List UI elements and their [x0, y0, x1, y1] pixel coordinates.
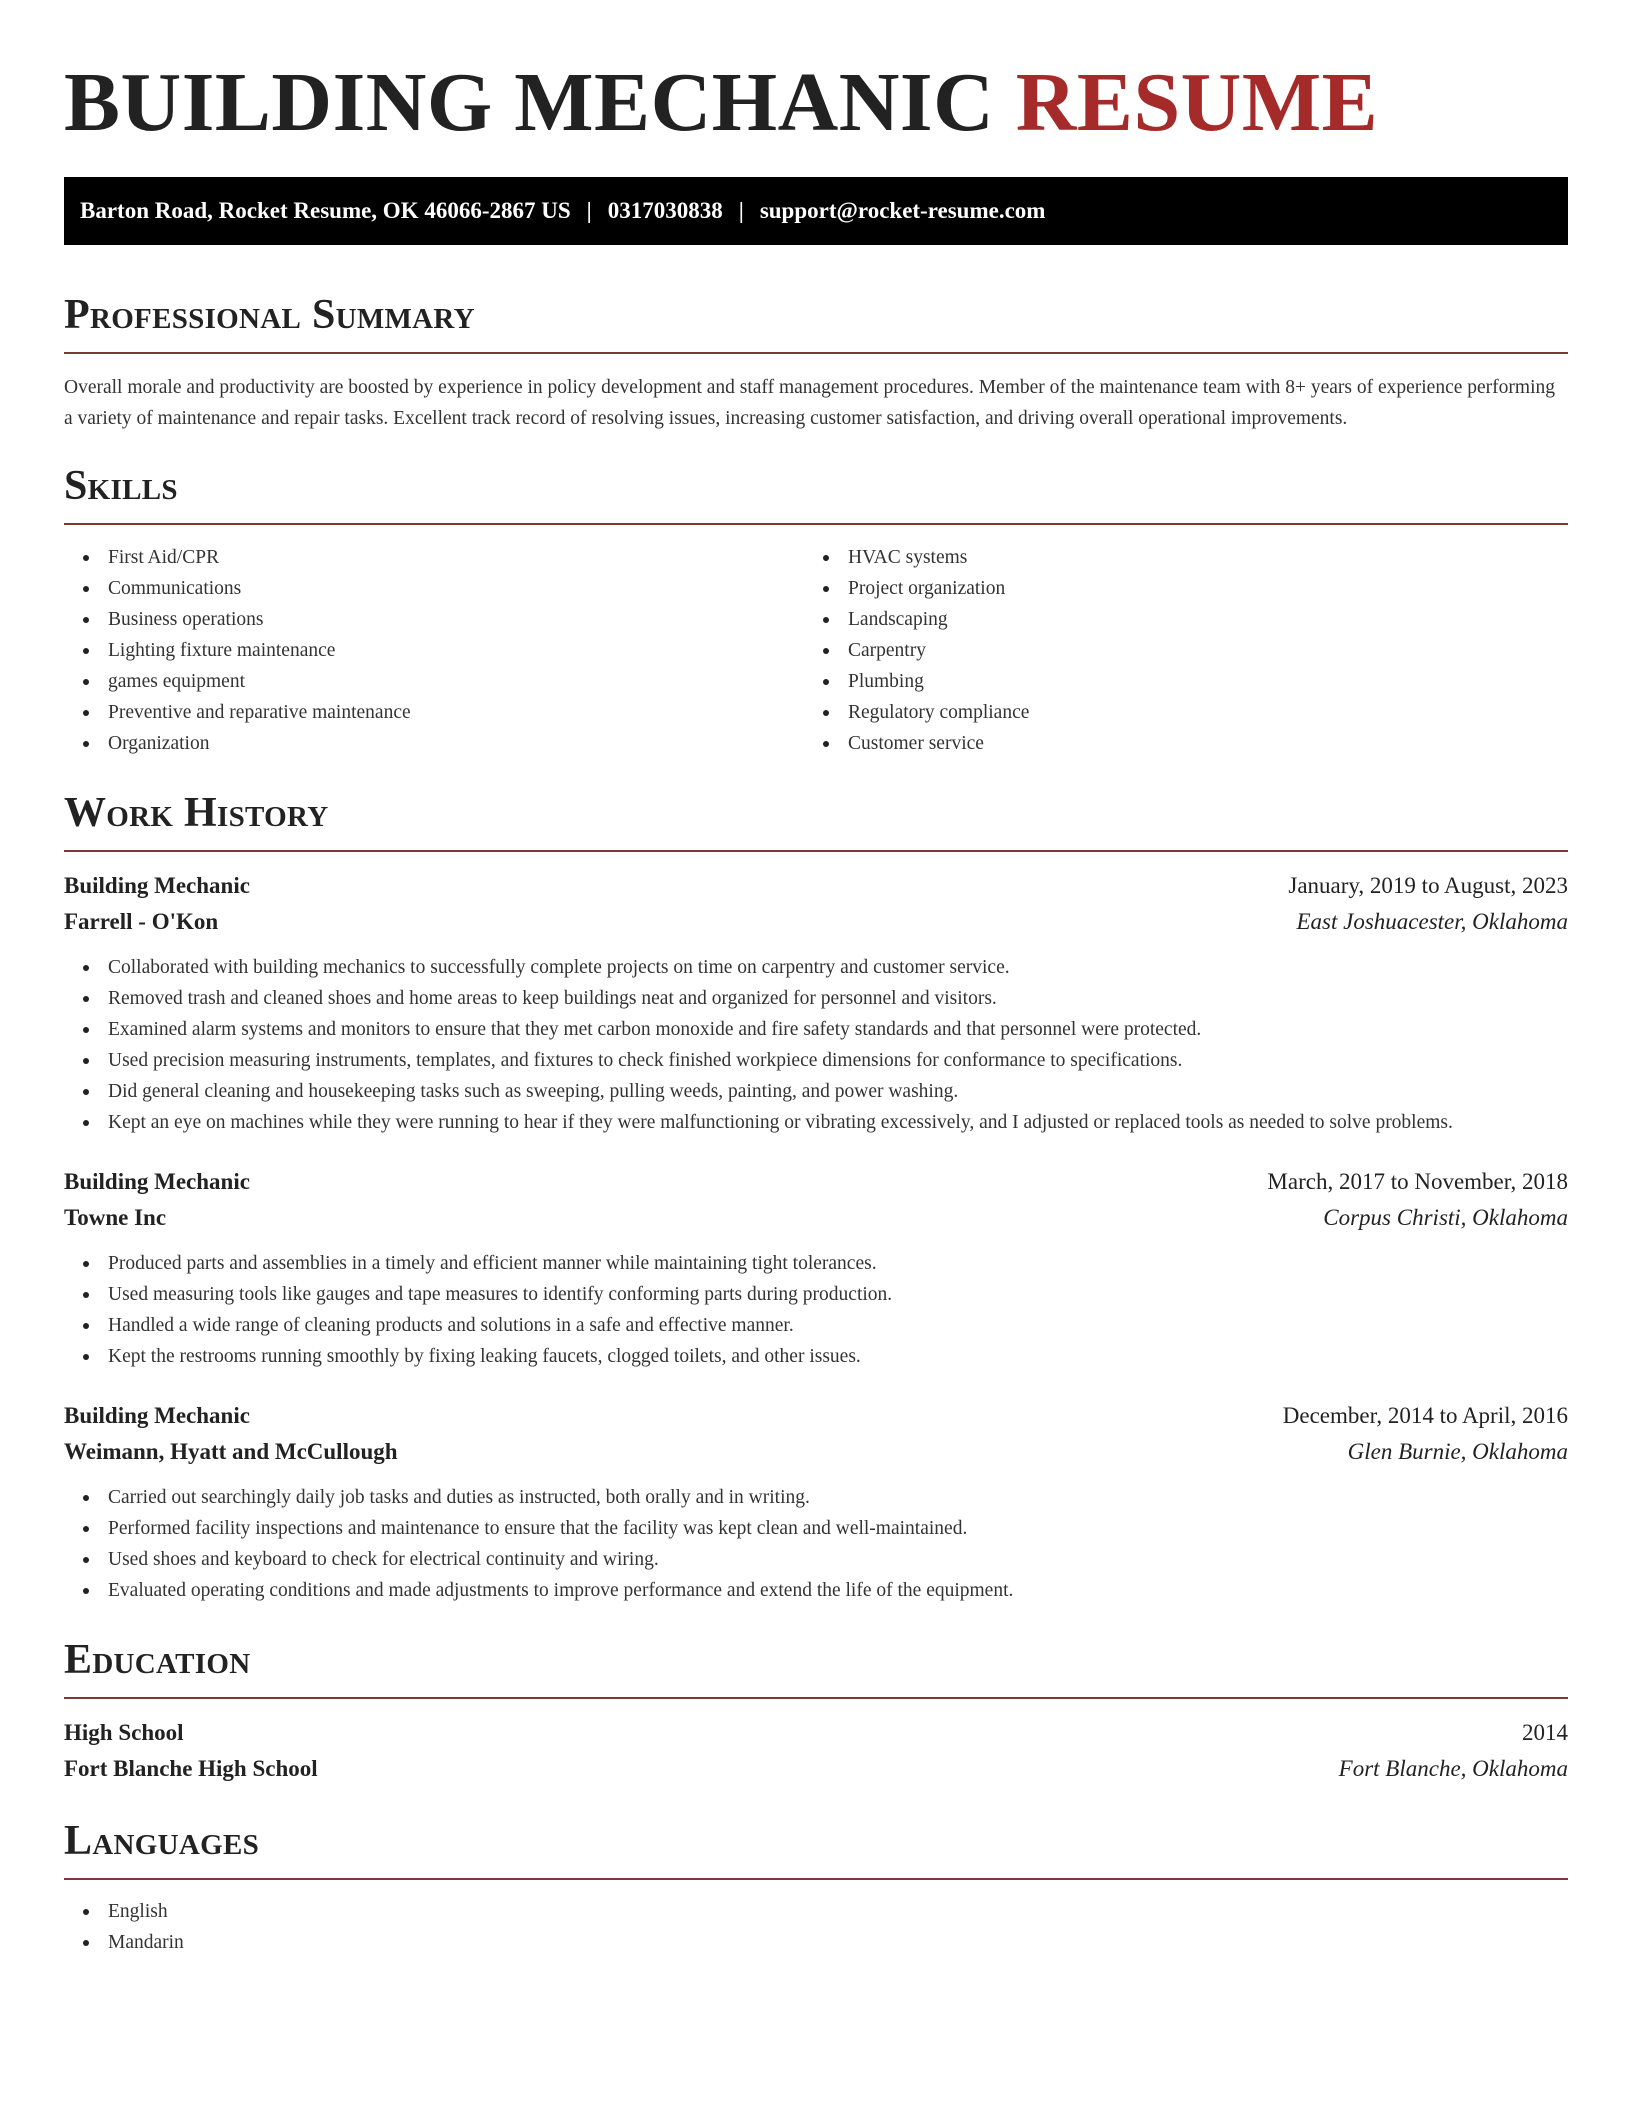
- job-subheader: [64, 1200, 1568, 1236]
- job-dates: December, 2014 to April, 2016: [1282, 1403, 1568, 1428]
- section-divider: [64, 352, 1568, 354]
- skill-item: Regulatory compliance: [804, 697, 1544, 728]
- work-history-section: [64, 787, 1568, 1606]
- job-entry: [64, 868, 1568, 1138]
- skill-item: Organization: [64, 728, 804, 759]
- job-company: Farrell - O'Kon: [64, 909, 219, 934]
- education-year: 2014: [1522, 1720, 1568, 1745]
- skill-item: Preventive and reparative maintenance: [64, 697, 804, 728]
- education-degree: High School: [64, 1720, 184, 1745]
- education-location: Fort Blanche, Oklahoma: [1338, 1756, 1568, 1781]
- section-title-work-history: Work History: [64, 790, 329, 836]
- section-title-education: Education: [64, 1637, 251, 1683]
- skill-item: Business operations: [64, 604, 804, 635]
- skill-item: HVAC systems: [804, 542, 1544, 573]
- contact-email: support@rocket-resume.com: [759, 198, 1046, 223]
- skills-list-right: [804, 542, 1544, 759]
- job-bullet-list: [64, 1482, 1568, 1606]
- skill-item: Landscaping: [804, 604, 1544, 635]
- skill-item: Customer service: [804, 728, 1544, 759]
- education-entry: [64, 1715, 1568, 1787]
- job-title: Building Mechanic: [64, 873, 250, 898]
- job-header: [64, 1164, 1568, 1200]
- job-bullet: Kept an eye on machines while they were running to hear if they were malfunctioning or vibrating excessively, and I adjusted or replaced tools as needed to solve problems.: [64, 1107, 1568, 1138]
- skills-section: [64, 460, 1568, 759]
- contact-separator: |: [738, 198, 744, 223]
- job-bullet: Performed facility inspections and maintenance to ensure that the facility was kept clean and well-maintained.: [64, 1513, 1568, 1544]
- education-school: Fort Blanche High School: [64, 1756, 318, 1781]
- job-company: Towne Inc: [64, 1205, 167, 1230]
- job-location: East Joshuacester, Oklahoma: [1296, 909, 1568, 934]
- resume-title: [64, 58, 1568, 148]
- section-title-summary: Professional Summary: [64, 292, 475, 338]
- job-bullet: Examined alarm systems and monitors to ensure that they met carbon monoxide and fire safety standards and that personnel were protected.: [64, 1014, 1568, 1045]
- languages-section: [64, 1815, 1568, 1958]
- job-entry: [64, 1164, 1568, 1372]
- job-bullet-list: [64, 1248, 1568, 1372]
- job-header: [64, 868, 1568, 904]
- contact-phone: 0317030838: [607, 198, 723, 223]
- skill-item: games equipment: [64, 666, 804, 697]
- job-bullet: Used precision measuring instruments, templates, and fixtures to check finished workpiece dimensions for conformance to specifications.: [64, 1045, 1568, 1076]
- section-divider: [64, 523, 1568, 525]
- contact-address: Barton Road, Rocket Resume, OK 46066-2867 US: [80, 198, 571, 223]
- section-title-skills: Skills: [64, 463, 178, 509]
- languages-list: [64, 1896, 1568, 1958]
- skill-item: First Aid/CPR: [64, 542, 804, 573]
- job-header: [64, 1398, 1568, 1434]
- job-bullet-list: [64, 952, 1568, 1138]
- job-subheader: [64, 1434, 1568, 1470]
- section-title-languages: Languages: [64, 1818, 260, 1864]
- education-subheader: [64, 1751, 1568, 1787]
- skill-item: Project organization: [804, 573, 1544, 604]
- contact-separator: |: [586, 198, 592, 223]
- education-header: [64, 1715, 1568, 1751]
- skill-item: Lighting fixture maintenance: [64, 635, 804, 666]
- section-divider: [64, 1878, 1568, 1880]
- job-location: Glen Burnie, Oklahoma: [1347, 1439, 1568, 1464]
- job-bullet: Used measuring tools like gauges and tape measures to identify conforming parts during production.: [64, 1279, 1568, 1310]
- section-divider: [64, 1697, 1568, 1699]
- language-item: Mandarin: [64, 1927, 1568, 1958]
- language-item: English: [64, 1896, 1568, 1927]
- job-company: Weimann, Hyatt and McCullough: [64, 1439, 398, 1464]
- job-title: Building Mechanic: [64, 1403, 250, 1428]
- job-bullet: Collaborated with building mechanics to successfully complete projects on time on carpentry and customer service.: [64, 952, 1568, 983]
- job-bullet: Did general cleaning and housekeeping tasks such as sweeping, pulling weeds, painting, and power washing.: [64, 1076, 1568, 1107]
- job-bullet: Removed trash and cleaned shoes and home areas to keep buildings neat and organized for personnel and visitors.: [64, 983, 1568, 1014]
- job-bullet: Handled a wide range of cleaning products and solutions in a safe and effective manner.: [64, 1310, 1568, 1341]
- job-location: Corpus Christi, Oklahoma: [1323, 1205, 1568, 1230]
- skills-list-left: [64, 542, 804, 759]
- job-entry: [64, 1398, 1568, 1606]
- job-bullet: Evaluated operating conditions and made adjustments to improve performance and extend the life of the equipment.: [64, 1575, 1568, 1606]
- skill-item: Plumbing: [804, 666, 1544, 697]
- title-main: BUILDING MECHANIC: [64, 56, 995, 149]
- skills-grid: [64, 542, 1568, 759]
- job-dates: January, 2019 to August, 2023: [1288, 873, 1568, 898]
- job-bullet: Produced parts and assemblies in a timely and efficient manner while maintaining tight tolerances.: [64, 1248, 1568, 1279]
- summary-text: Overall morale and productivity are boosted by experience in policy development and staff management procedures. Member of the maintenance team with 8+ years of experience performing a variety of maintenance and repair tasks. Excellent track record of resolving issues, increasing customer satisfaction, and driving overall operational improvements.: [64, 377, 1555, 429]
- job-title: Building Mechanic: [64, 1169, 250, 1194]
- skill-item: Communications: [64, 573, 804, 604]
- education-section: [64, 1634, 1568, 1787]
- skill-item: Carpentry: [804, 635, 1544, 666]
- title-accent: RESUME: [1015, 56, 1379, 149]
- job-bullet: Kept the restrooms running smoothly by fixing leaking faucets, clogged toilets, and other issues.: [64, 1341, 1568, 1372]
- contact-bar: [64, 177, 1568, 245]
- section-divider: [64, 850, 1568, 852]
- job-subheader: [64, 904, 1568, 940]
- job-bullet: Carried out searchingly daily job tasks and duties as instructed, both orally and in writing.: [64, 1482, 1568, 1513]
- summary-section: [64, 289, 1568, 434]
- job-bullet: Used shoes and keyboard to check for electrical continuity and wiring.: [64, 1544, 1568, 1575]
- job-dates: March, 2017 to November, 2018: [1267, 1169, 1568, 1194]
